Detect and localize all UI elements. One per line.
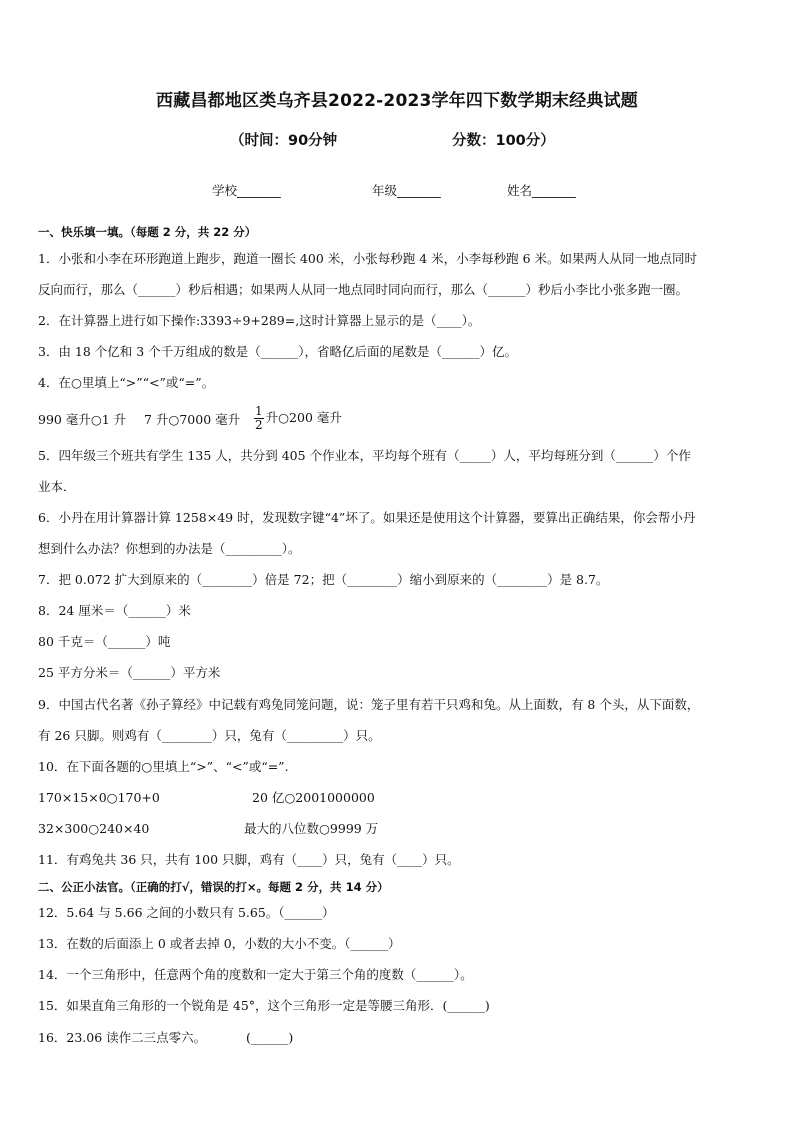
question-14: 14．一个三角形中，任意两个角的度数和一定大于第三个角的度数（______）。 [38,967,473,982]
q4-item-c [252,405,342,432]
question-4: 4．在○里填上“>”“<”或“=”。 [38,375,215,390]
question-10-row-2 [38,820,538,840]
q4-item-c-text: 升○200 毫升 [265,410,342,425]
fraction-denominator: 2 [255,418,263,432]
exam-title: 西藏昌都地区类乌齐县2022-2023学年四下数学期末经典试题 [156,91,638,111]
question-3: 3．由 18 个亿和 3 个千万组成的数是（______），省略亿后面的尾数是（______）亿。 [38,344,517,359]
name-field: 姓名_______ [507,183,576,198]
question-9-line-1: 9．中国古代名著《孙子算经》中记载有鸡兔同笼问题，说：笼子里有若干只鸡和兔。从上面数，有 8 个头，从下面数， [38,697,700,712]
q10-item-a: 170×15×0○170+0 [38,790,160,805]
section-heading: 二、公正小法官。（正确的打√，错误的打×。每题 2 分，共 14 分） [38,880,389,894]
q10-item-d: 最大的八位数○9999 万 [244,821,379,836]
question-12: 12．5.64 与 5.66 之间的小数只有 5.65。（______） [38,905,335,920]
question-8-line-2: 80 千克＝（______）吨 [38,634,171,649]
grade-field: 年级_______ [372,183,441,198]
fraction-one-half [254,405,264,432]
question-15: 15．如果直角三角形的一个锐角是 45°，这个三角形一定是等腰三角形．(______) [38,998,490,1013]
question-10-row-1 [38,789,538,809]
total-score: 分数：100分） [452,133,555,149]
question-16-blank: (______) [246,1030,294,1045]
question-13: 13．在数的后面添上 0 或者去掉 0，小数的大小不变。（______） [38,936,401,951]
fraction-numerator: 1 [255,404,263,418]
question-7: 7．把 0.072 扩大到原来的（________）倍是 72；把（________）缩小到原来的（________）是 8.7。 [38,572,609,587]
time-limit: （时间：90分钟 [230,133,338,149]
question-2: 2．在计算器上进行如下操作:3393÷9+289=,这时计算器上显示的是（____）。 [38,313,481,328]
question-4-items [38,405,538,437]
question-6-line-1: 6．小丹在用计算器计算 1258×49 时，发现数字键“4”坏了。如果还是使用这个计算器，要算出正确结果，你会帮小丹 [38,510,696,525]
section-heading: 一、快乐填一填。（每题 2 分，共 22 分） [38,225,257,239]
question-5-line-1: 5．四年级三个班共有学生 135 人，共分到 405 个作业本，平均每个班有（_____）人，平均每班分到（______）个作 [38,448,691,463]
q10-item-c: 32×300○240×40 [38,821,150,836]
question-8-line-1: 8．24 厘米＝（______）米 [38,603,191,618]
question-10: 10．在下面各题的○里填上“>”、“<”或“=”. [38,759,289,774]
question-6-line-2: 想到什么办法？你想到的办法是（_________）。 [38,541,301,556]
question-1-line-1: 1．小张和小李在环形跑道上跑步，跑道一圈长 400 米，小张每秒跑 4 米，小李每秒跑 6 米。如果两人从同一地点同时 [38,251,698,266]
q4-item-a: 990 毫升○1 升 [38,412,127,427]
question-16 [38,1029,438,1049]
question-5-line-2: 业本． [38,479,76,494]
question-1-line-2: 反向而行，那么（______）秒后相遇；如果两人从同一地点同时同向而行，那么（______）秒后小李比小张多跑一圈。 [38,282,689,297]
school-field: 学校_______ [212,183,281,198]
question-11: 11．有鸡兔共 36 只，共有 100 只脚，鸡有（____）只，兔有（____）只。 [38,852,460,867]
question-9-line-2: 有 26 只脚。则鸡有（________）只，兔有（_________）只。 [38,728,381,743]
question-8-line-3: 25 平方分米＝（______）平方米 [38,665,221,680]
q10-item-b: 20 亿○2001000000 [252,790,375,805]
q4-item-b: 7 升○7000 毫升 [144,412,241,427]
question-16-text: 16．23.06 读作二三点零六。 [38,1030,207,1045]
